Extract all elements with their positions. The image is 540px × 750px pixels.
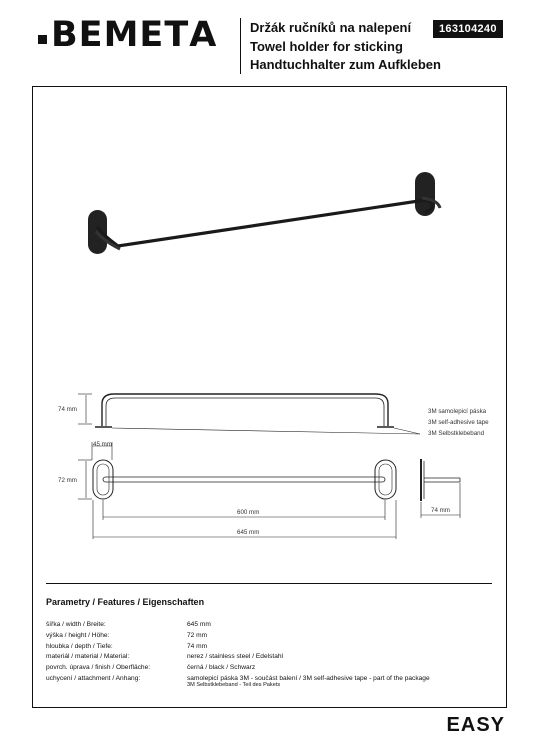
- attachment-note: 3M Selbstklebeband - Teil des Pakets: [187, 682, 281, 688]
- param-label: výška / height / Höhe:: [46, 631, 110, 639]
- param-label: povrch. úprava / finish / Oberfläche:: [46, 664, 151, 672]
- params-heading: Parametry / Features / Eigenschaften: [46, 597, 205, 607]
- tape-label-cs: 3M samolepicí páska: [428, 408, 487, 415]
- title-de: Handtuchhalter zum Aufkleben: [250, 57, 441, 72]
- param-row: [46, 652, 487, 663]
- param-label: uchycení / attachment / Anhang:: [46, 674, 141, 682]
- param-row: [46, 642, 487, 653]
- param-value: nerez / stainless steel / Edelstahl: [187, 653, 284, 661]
- dim-total: 645 mm: [237, 529, 260, 536]
- title-en: Towel holder for sticking: [250, 38, 403, 54]
- param-row: [46, 631, 487, 642]
- dim-height-front: 72 mm: [58, 477, 77, 484]
- product-code: 163104240: [433, 20, 503, 38]
- param-label: hloubka / depth / Tiefe:: [46, 642, 113, 650]
- param-value: 74 mm: [187, 642, 208, 650]
- params-table: [46, 620, 487, 685]
- params-divider: [46, 583, 492, 584]
- dim-height-side: 74 mm: [58, 406, 77, 413]
- tape-label-de: 3M Selbstklebeband: [428, 430, 485, 437]
- series-name: EASY: [446, 714, 505, 736]
- dim-depth: 74 mm: [431, 507, 450, 514]
- param-row: [46, 620, 487, 631]
- param-value: samolepicí páska 3M - součást balení / 3M self-adhesive tape - part of the package: [187, 674, 430, 682]
- param-label: šířka / width / Breite:: [46, 621, 106, 628]
- param-value: 645 mm: [187, 621, 211, 628]
- product-render: [88, 172, 440, 254]
- param-value: černá / black / Schwarz: [187, 664, 256, 672]
- brand-name: ВЕМЕТА: [51, 15, 218, 55]
- tape-label-en: 3M self-adhesive tape: [428, 419, 489, 426]
- title-cs: Držák ručníků na nalepení: [250, 20, 412, 35]
- dim-inner: 600 mm: [237, 509, 260, 516]
- param-label: materiál / material / Material:: [46, 653, 130, 661]
- param-value: 72 mm: [187, 631, 208, 639]
- param-row: [46, 663, 487, 674]
- dim-plate-width: 45 mm: [93, 441, 112, 448]
